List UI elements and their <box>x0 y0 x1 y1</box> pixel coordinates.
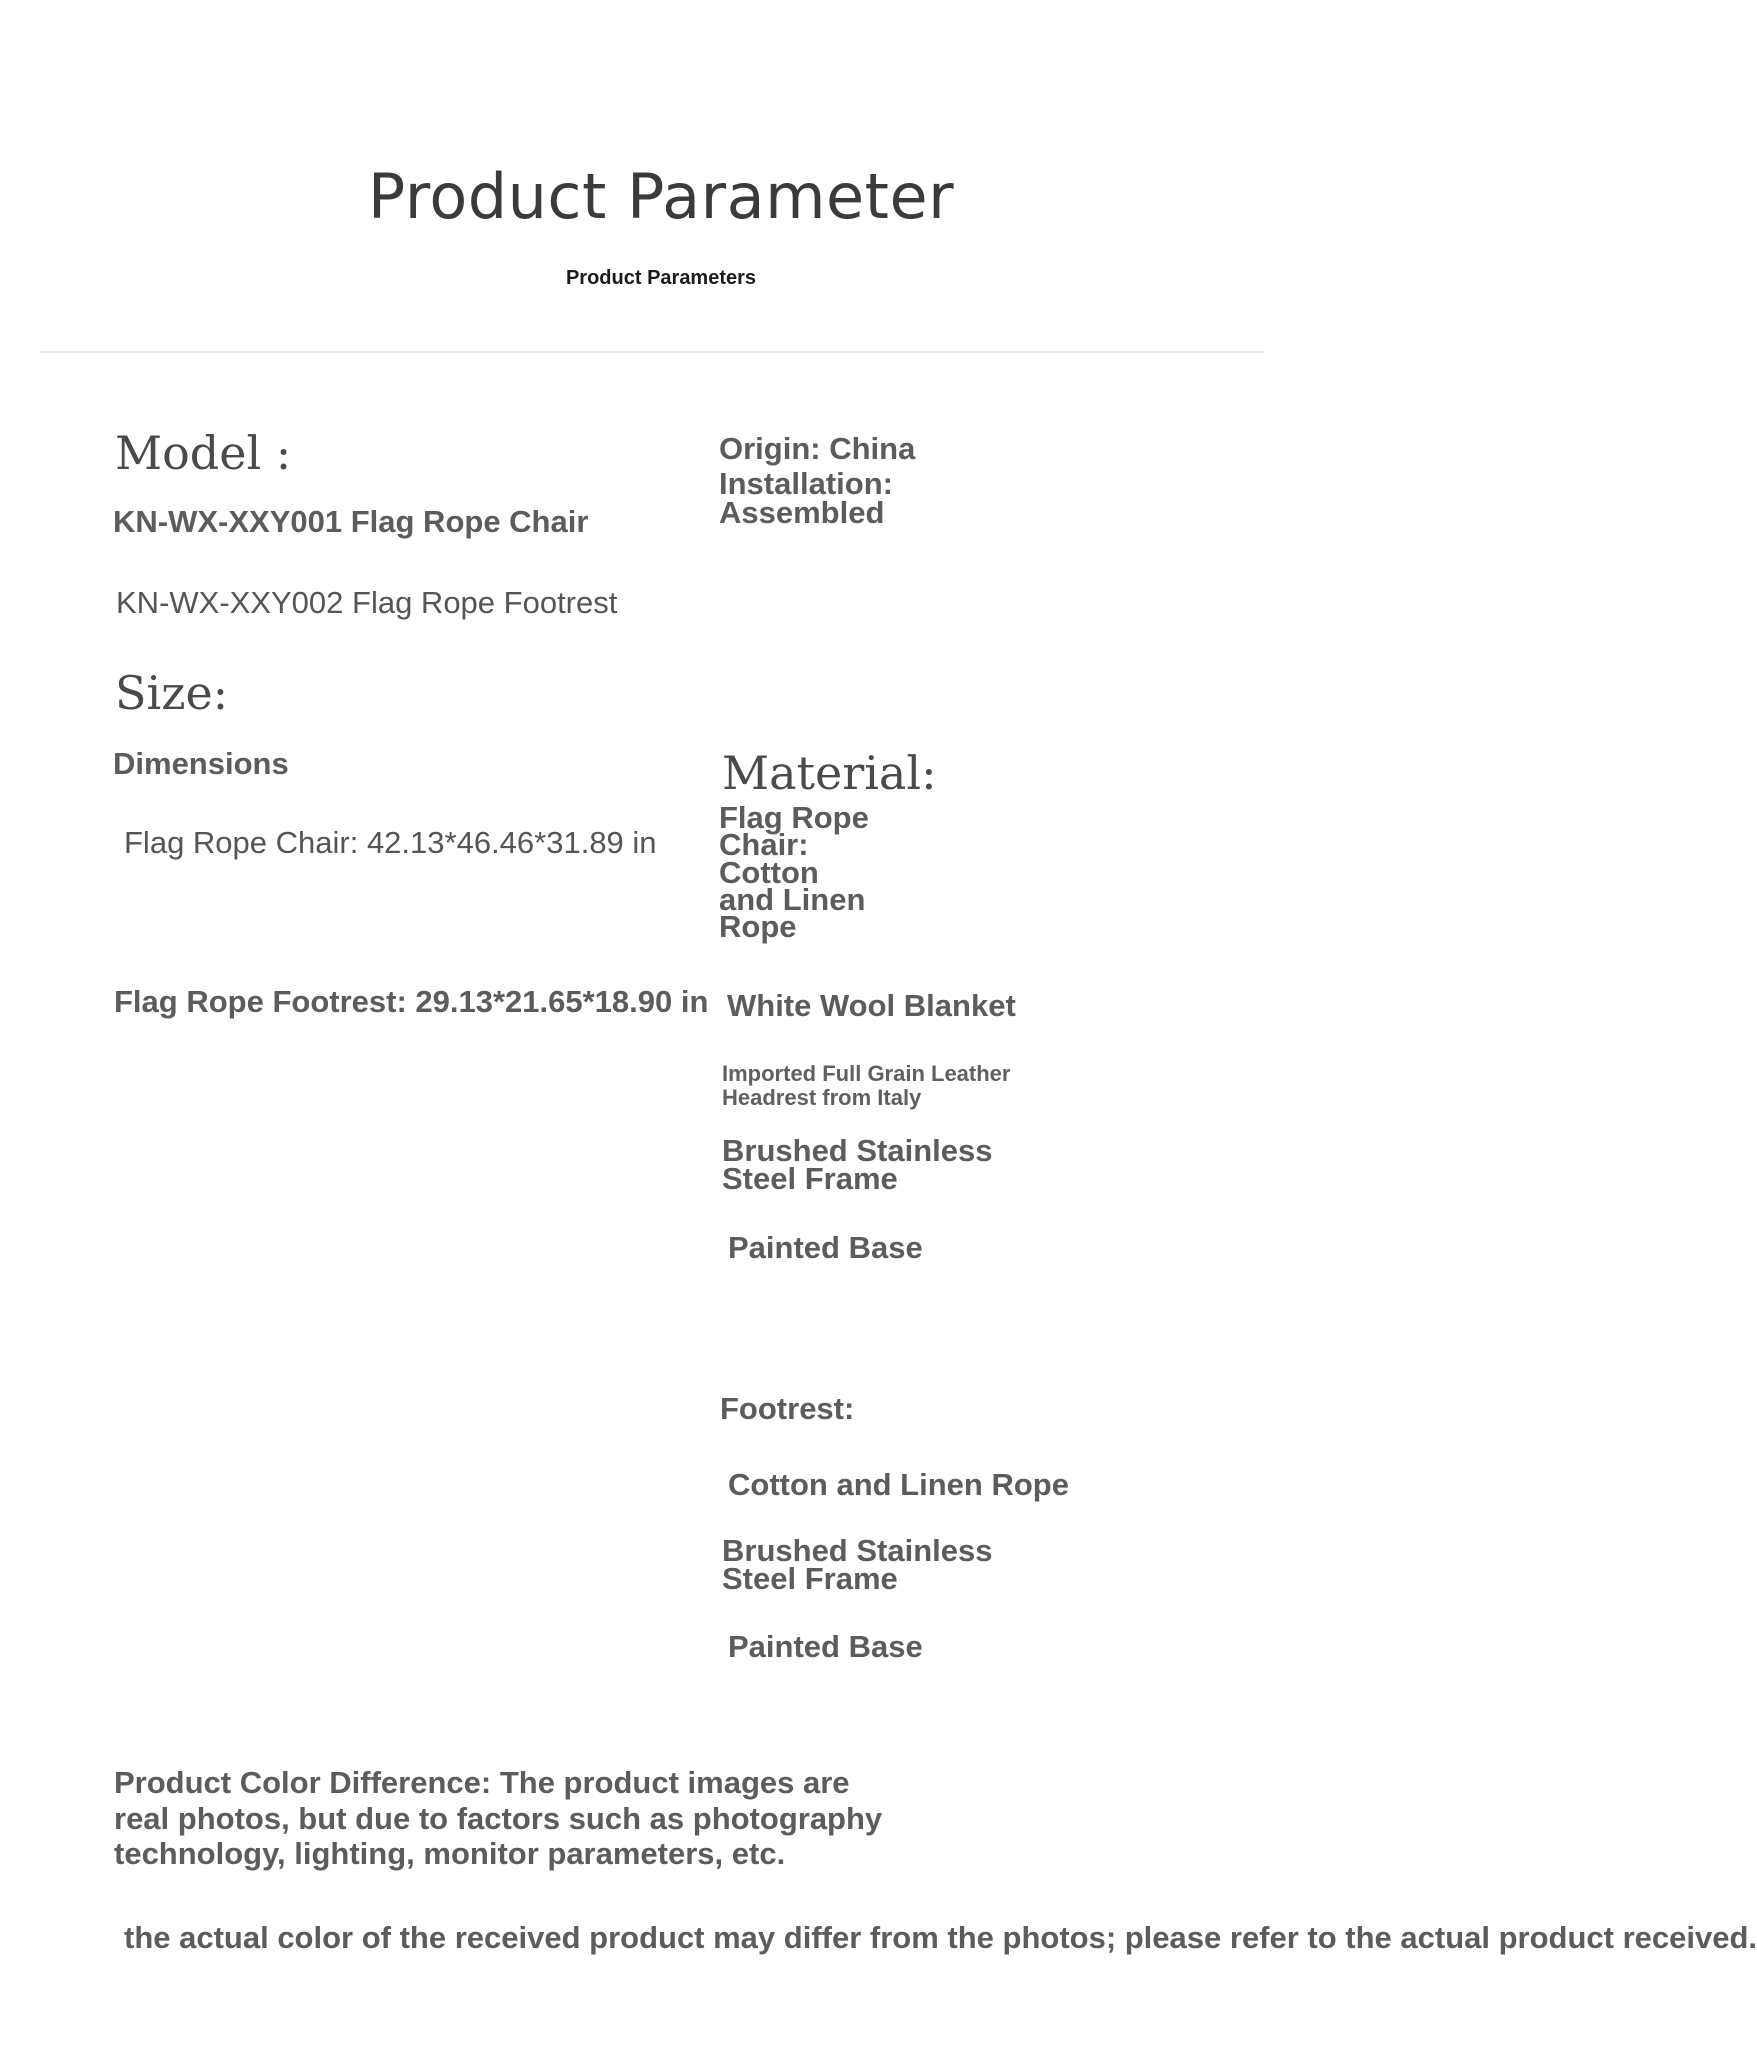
footrest-heading: Footrest: <box>720 1391 855 1426</box>
material-leather-line: Imported Full Grain Leather <box>722 1061 1011 1086</box>
model-heading: Model : <box>115 426 292 480</box>
material-chair-line: Chair: <box>719 827 809 863</box>
color-difference-notice <box>114 1765 882 1872</box>
page-subtitle: Product Parameters <box>565 267 757 289</box>
footrest-dimensions: Flag Rope Footrest: 29.13*21.65*18.90 in <box>114 984 709 1019</box>
notice-line: the actual color of the received product may differ from the photos; please refer to the actual product received. <box>124 1920 1757 1955</box>
footrest-frame-line: Steel Frame <box>722 1560 898 1596</box>
material-chair-line: Cotton <box>719 854 819 890</box>
notice-line: technology, lighting, monitor parameters, etc. <box>114 1836 786 1872</box>
model-item-footrest: KN-WX-XXY002 Flag Rope Footrest <box>116 585 618 620</box>
installation-label: Installation: <box>719 466 893 501</box>
footrest-base: Painted Base <box>728 1629 923 1664</box>
material-leather-line: Headrest from Italy <box>722 1084 922 1110</box>
material-blanket: White Wool Blanket <box>727 988 1016 1023</box>
footrest-frame-line: Brushed Stainless <box>722 1533 993 1568</box>
material-frame <box>722 1133 993 1196</box>
material-chair-line: Rope <box>719 909 797 945</box>
dimensions-label: Dimensions <box>113 746 289 781</box>
footrest-frame <box>722 1533 993 1596</box>
origin-text: Origin: China <box>719 431 916 466</box>
notice-line: real photos, but due to factors such as photography <box>114 1800 883 1836</box>
material-leather <box>722 1062 1010 1110</box>
material-frame-line: Steel Frame <box>722 1160 898 1196</box>
chair-dimensions: Flag Rope Chair: 42.13*46.46*31.89 in <box>124 825 657 860</box>
notice-line: Product Color Difference: The product images are <box>114 1765 850 1800</box>
material-chair-line: and Linen <box>719 881 866 917</box>
installation-value: Assembled <box>719 494 885 530</box>
material-chair <box>719 800 869 945</box>
notice-overflow-clip <box>0 1920 1757 1972</box>
footrest-rope: Cotton and Linen Rope <box>728 1467 1069 1502</box>
material-frame-line: Brushed Stainless <box>722 1133 993 1168</box>
material-heading: Material: <box>722 746 937 800</box>
divider <box>40 351 1265 353</box>
size-heading: Size: <box>115 666 229 720</box>
installation-text <box>719 466 893 530</box>
material-base: Painted Base <box>728 1230 923 1265</box>
material-chair-line: Flag Rope <box>719 800 869 835</box>
model-item-chair: KN-WX-XXY001 Flag Rope Chair <box>113 504 589 539</box>
page-title: Product Parameter <box>367 160 955 233</box>
